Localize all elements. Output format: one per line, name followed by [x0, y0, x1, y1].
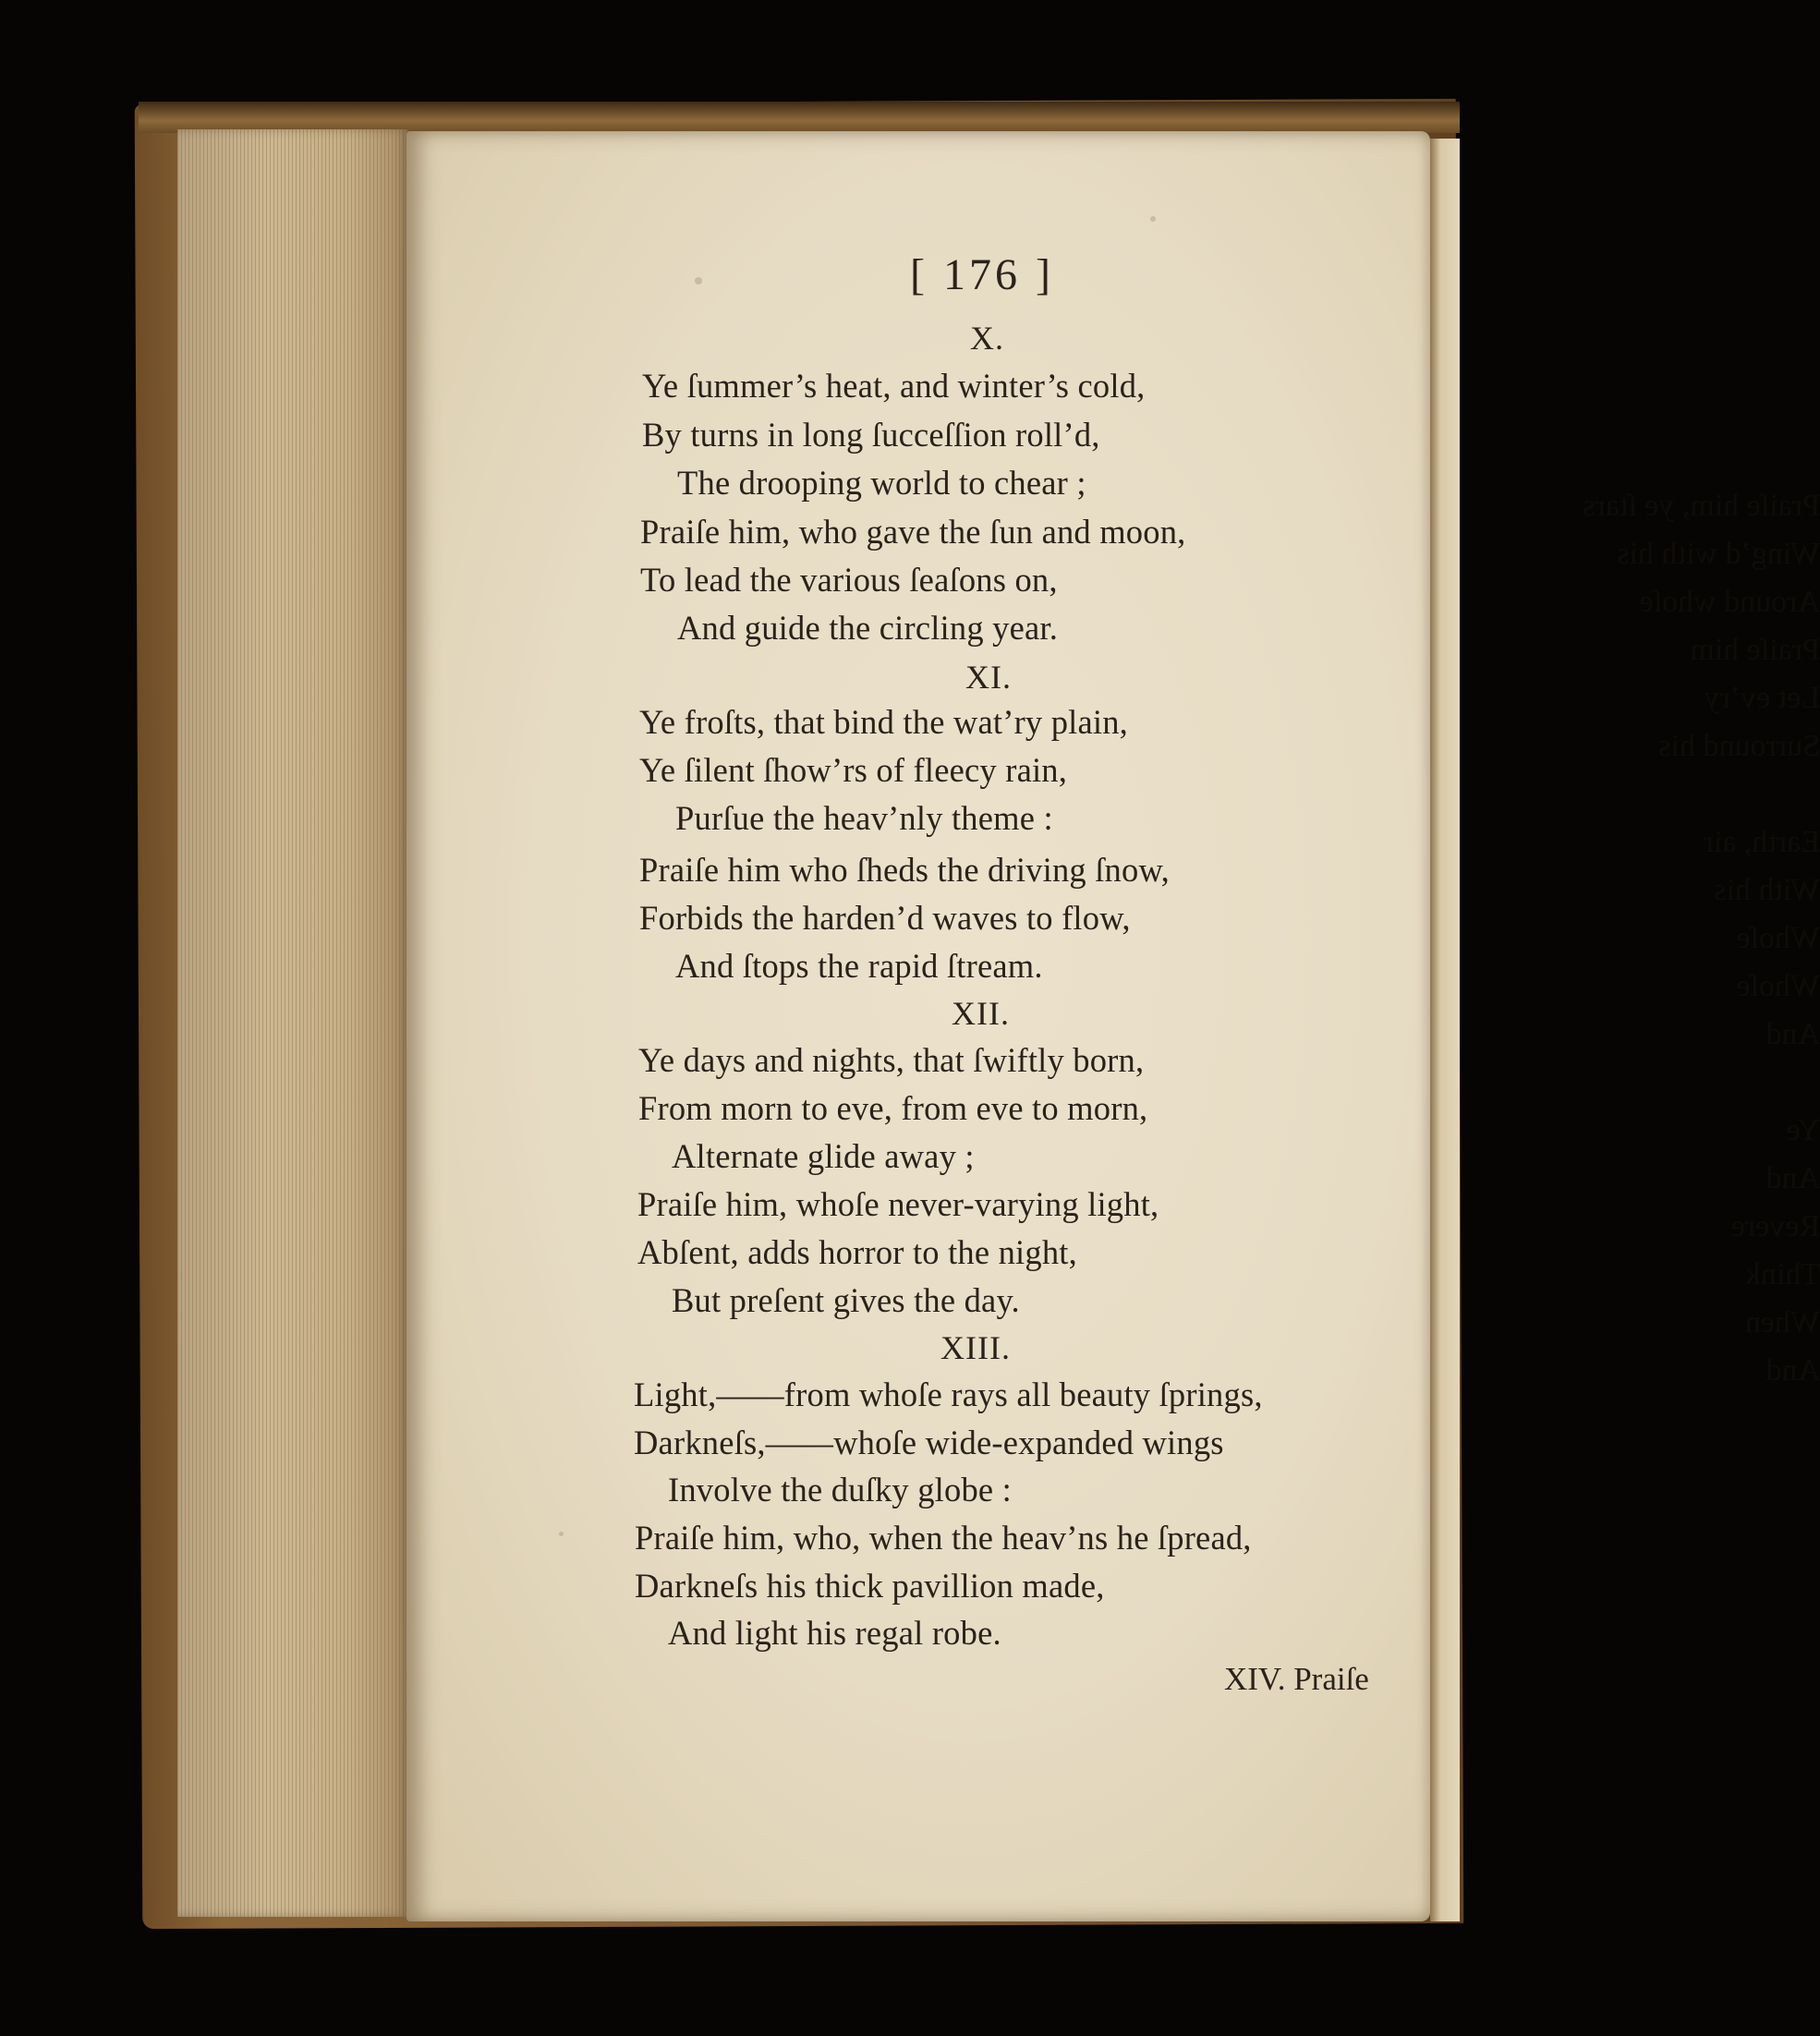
- verse-line: Purſue the heav’nly theme :: [675, 799, 1053, 837]
- verse-line: Praiſe him, whoſe never-varying light,: [637, 1185, 1159, 1223]
- verse-line: And light his regal robe.: [668, 1614, 1001, 1652]
- verse-line: Ye ſilent ſhow’rs of fleecy rain,: [639, 751, 1068, 789]
- verse-line: Ye ſummer’s heat, and winter’s cold,: [642, 367, 1146, 405]
- stanza-numeral: XII.: [952, 995, 1010, 1032]
- verse-line: Abſent, adds horror to the night,: [637, 1233, 1077, 1271]
- verse-line: Darkneſs,——whoſe wide-expanded wings: [634, 1424, 1224, 1461]
- verse-line: Praiſe him, who, when the heav’ns he ſpread,: [635, 1519, 1252, 1557]
- verse-line: Praiſe him who ſheds the driving ſnow,: [639, 851, 1170, 889]
- verse-line: Light,——from whoſe rays all beauty ſprings,: [634, 1376, 1263, 1413]
- verse-line: Forbids the harden’d waves to flow,: [639, 899, 1131, 937]
- verse-line: To lead the various ſeaſons on,: [640, 561, 1058, 599]
- verse-line: Alternate glide away ;: [672, 1137, 975, 1175]
- stanza-numeral: XI.: [965, 659, 1012, 696]
- stanza-numeral: X.: [970, 320, 1004, 357]
- verse-line: The drooping world to chear ;: [677, 464, 1086, 502]
- page-number: [ 176 ]: [910, 250, 1054, 299]
- verse-line: By turns in long ſucceſſion roll’d,: [642, 416, 1100, 454]
- verse-line: Darkneſs his thick pavillion made,: [635, 1567, 1105, 1605]
- verse-line: Ye froſts, that bind the wat’ry plain,: [639, 703, 1129, 741]
- catchword: XIV. Praiſe: [1224, 1661, 1369, 1697]
- verse-line: Involve the duſky globe :: [668, 1471, 1012, 1509]
- verse-line: Praiſe him, who gave the ſun and moon,: [640, 513, 1186, 551]
- verse-line: And guide the circling year.: [677, 609, 1059, 647]
- verse-line: Ye days and nights, that ſwiftly born,: [638, 1041, 1145, 1079]
- show-through-text: Praiſe him, ye ſtars Wing’d with his Around whoſe Praiſe him Let ev’ry Surround his Earth, air With his Whoſe Whoſe And Ye And Revere Think When And: [1583, 489, 1820, 1388]
- stanza-numeral: XIII.: [940, 1329, 1011, 1366]
- verse-line: And ſtops the rapid ſtream.: [675, 947, 1043, 985]
- verse-line: From morn to eve, from eve to morn,: [638, 1089, 1148, 1127]
- verse-line: But preſent gives the day.: [672, 1281, 1020, 1319]
